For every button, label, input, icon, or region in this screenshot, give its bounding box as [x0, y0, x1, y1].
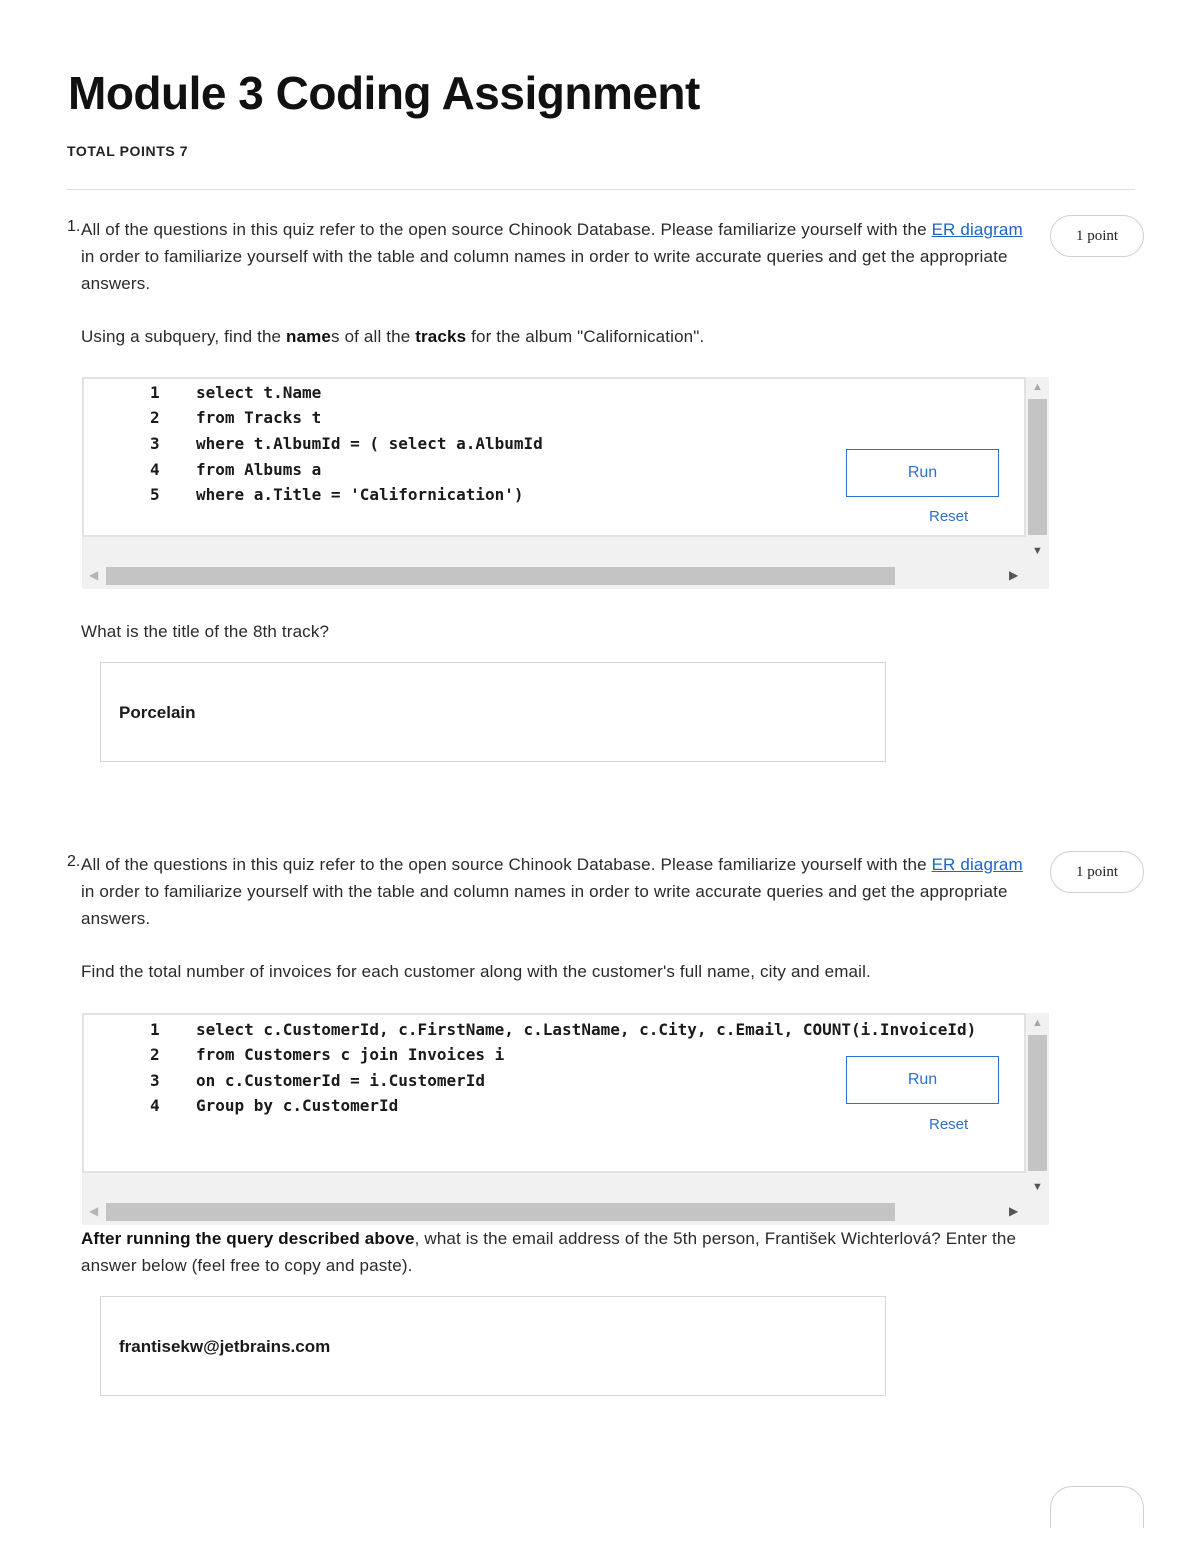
code-pane[interactable]	[82, 1013, 1026, 1173]
line-number: 1	[150, 383, 160, 402]
code-text: Group by c.CustomerId	[196, 1096, 399, 1115]
task-emphasis: name	[286, 327, 332, 346]
intro-text: in order to familiarize yourself with the table and column names in order to write accurate queries and get the appropriate answers.	[81, 882, 1008, 928]
points-badge: 1 point	[1050, 215, 1144, 257]
line-number: 3	[150, 434, 160, 453]
scroll-right-icon[interactable]: ▶	[1009, 568, 1019, 582]
question-text	[81, 1225, 1041, 1279]
question-number: 1.	[67, 218, 81, 235]
task-part: for the album "Californication".	[466, 327, 705, 346]
task-text	[81, 323, 704, 350]
er-diagram-link[interactable]: ER diagram	[931, 855, 1023, 874]
scroll-thumb[interactable]	[106, 567, 895, 585]
question-intro	[81, 216, 1041, 297]
reset-link[interactable]: Reset	[929, 508, 969, 525]
code-text: on c.CustomerId = i.CustomerId	[196, 1071, 485, 1090]
answer-value: frantisekw@jetbrains.com	[119, 1337, 331, 1356]
task-part: Using a subquery, find the	[81, 327, 287, 346]
task-part: s of all the	[331, 327, 416, 346]
task-emphasis: tracks	[415, 327, 467, 346]
answer-field[interactable]	[100, 662, 886, 762]
question-emphasis: After running the query described above	[81, 1229, 415, 1248]
page-title: Module 3 Coding Assignment	[68, 67, 700, 119]
intro-text: All of the questions in this quiz refer to the open source Chinook Database. Please familiarize yourself with the	[81, 855, 932, 874]
question-text: What is the title of the 8th track?	[81, 622, 330, 641]
vertical-scrollbar[interactable]	[1026, 377, 1049, 563]
line-number: 2	[150, 1045, 160, 1064]
run-button[interactable]: Run	[846, 1056, 999, 1104]
points-badge: 1 point	[1050, 851, 1144, 893]
scroll-up-icon[interactable]: ▲	[1032, 1017, 1043, 1029]
line-number: 1	[150, 1020, 160, 1039]
line-number: 2	[150, 408, 160, 427]
scroll-down-icon[interactable]: ▼	[1032, 1181, 1043, 1193]
line-number: 3	[150, 1071, 160, 1090]
answer-field[interactable]	[100, 1296, 886, 1396]
task-text: Find the total number of invoices for each customer along with the customer's full name, city and email.	[81, 962, 871, 981]
scroll-right-icon[interactable]: ▶	[1009, 1204, 1019, 1218]
vertical-scrollbar[interactable]	[1026, 1013, 1049, 1199]
question-rest: , what is the email address of the 5th person, František Wichterlová? Enter the answer below (feel free to copy and paste).	[81, 1229, 1017, 1275]
intro-text: in order to familiarize yourself with the table and column names in order to write accurate queries and get the appropriate answers.	[81, 247, 1008, 293]
answer-value: Porcelain	[119, 703, 196, 722]
scroll-up-icon[interactable]: ▲	[1032, 381, 1043, 393]
er-diagram-link[interactable]: ER diagram	[931, 220, 1023, 239]
horizontal-scrollbar[interactable]	[82, 1199, 1026, 1225]
code-text: select t.Name	[196, 383, 322, 402]
divider	[66, 189, 1135, 190]
line-number: 5	[150, 485, 160, 504]
code-pane[interactable]	[82, 377, 1026, 537]
scroll-thumb[interactable]	[1028, 399, 1047, 535]
scroll-thumb[interactable]	[1028, 1035, 1047, 1171]
scroll-down-icon[interactable]: ▼	[1032, 545, 1043, 557]
total-points: TOTAL POINTS 7	[67, 143, 189, 159]
code-editor[interactable]	[82, 377, 1049, 589]
scroll-left-icon[interactable]: ◀	[89, 1204, 99, 1218]
line-number: 4	[150, 1096, 160, 1115]
points-badge-partial	[1050, 1486, 1144, 1528]
code-text: select c.CustomerId, c.FirstName, c.LastName, c.City, c.Email, COUNT(i.InvoiceId)	[196, 1020, 977, 1039]
scroll-left-icon[interactable]: ◀	[89, 568, 99, 582]
code-text: from Tracks t	[196, 408, 322, 427]
question-intro	[81, 851, 1041, 932]
code-text: where a.Title = 'Californication')	[196, 485, 524, 504]
code-text: from Customers c join Invoices i	[196, 1045, 505, 1064]
horizontal-scrollbar[interactable]	[82, 563, 1026, 589]
code-text: where t.AlbumId = ( select a.AlbumId	[196, 434, 543, 453]
scroll-thumb[interactable]	[106, 1203, 895, 1221]
code-text: from Albums a	[196, 460, 322, 479]
line-number: 4	[150, 460, 160, 479]
code-editor[interactable]	[82, 1013, 1049, 1225]
question-number: 2.	[67, 853, 81, 870]
run-button[interactable]: Run	[846, 449, 999, 497]
reset-link[interactable]: Reset	[929, 1116, 969, 1133]
intro-text: All of the questions in this quiz refer to the open source Chinook Database. Please familiarize yourself with the	[81, 220, 932, 239]
